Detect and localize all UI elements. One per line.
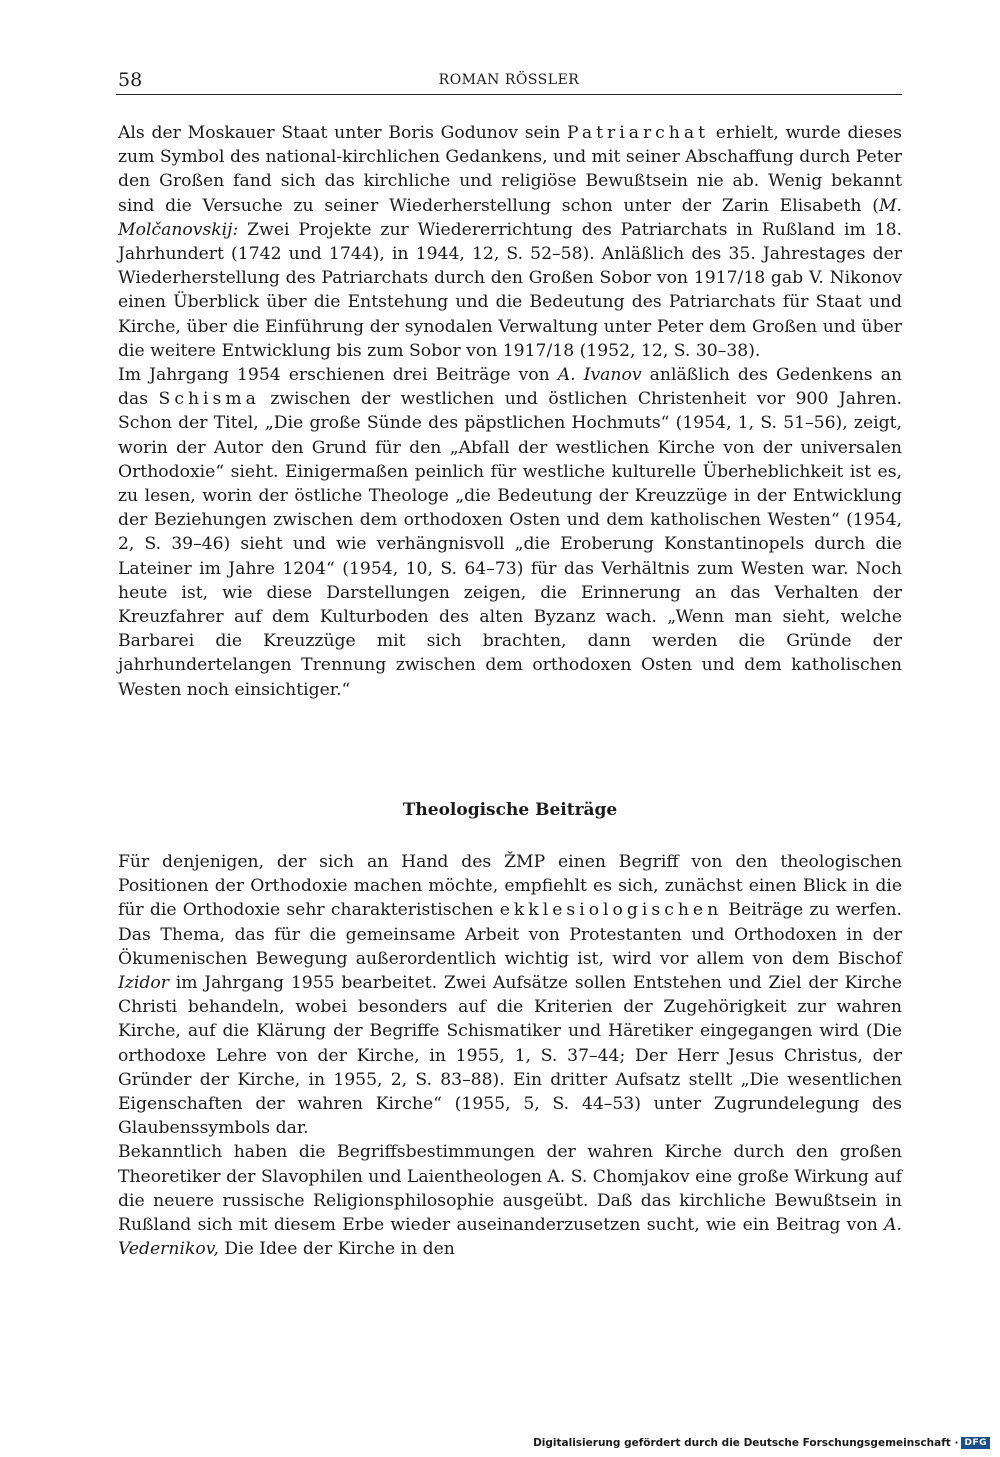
text-run: Zwei Projekte zur Wiedererrichtung des Patriarchats in Rußland im 18. Jahrhundert (1742 und 1744), in 1944, 12, S. 52–58). Anläßlich des 35. Jahrestages der Wiederherstellung des Patriarchats durch den Großen Sobor von 1917/18 gab V. Nikonov einen Überblick über die Entstehung und die Bedeutung des Patriarchats für Staat und Kirche, über die Einführung der synodalen Verwaltung unter Peter dem Großen und über die weitere Entwicklung bis zum Sobor von 1917/18 (1952, 12, S. 30–38). [118,219,902,361]
author-name: Izidor [118,973,169,994]
section-heading: Theologische Beiträge [402,800,618,820]
text-run: zwischen der westlichen und östlichen Christenheit vor 900 Jahren. Schon der Titel, „Die große Sünde des päpstlichen Hochmuts“ (1954, 1, S. 51–56), zeigt, worin der Autor den Grund für den „Abfall der westlichen Kirche von der universalen Orthodoxie“ sieht. Einigermaßen peinlich für westliche kulturelle Überheblichkeit ist es, zu lesen, worin der östliche Theologe „die Bedeutung der Kreuzzüge in der Entwicklung der Beziehungen zwischen dem orthodoxen Osten und dem katholischen Westen“ (1954, 2, S. 39–46) sieht und wie verhängnisvoll „die Eroberung Konstantinopels durch die Lateiner im Jahre 1204“ (1954, 10, S. 64–73) für das Verhältnis zum Westen war. Noch heute ist, wie diese Darstellungen zeigen, die Erinnerung an das Verhalten der Kreuzfahrer auf dem Kulturboden des alten Byzanz wach. „Wenn man sieht, welche Barbarei die Kreuzzüge mit sich brachten, dann werden die Gründe der jahrhundertelangen Trennung zwischen dem orthodoxen Osten und dem katholischen Westen noch einsichtiger.“ [118,389,902,700]
paragraph [118,850,902,1140]
text-run: anläßlich des Gedenkens an das [118,365,902,410]
spaced-term: Patriarchat [567,123,710,143]
text-run: Beiträge zu werfen. Das Thema, das für die gemeinsame Arbeit von Protestanten und Orthodoxen in der Ökumenischen Bewegung außerordentlich wichtig ist, wird vor allem von dem Bischof [118,900,902,969]
text-run: Die Idee der Kirche in den [218,1239,455,1260]
spaced-term: Schisma [158,389,260,410]
dfg-logo-icon: DFG [961,1437,990,1449]
page-header [116,66,902,95]
digitization-footer [533,1437,990,1449]
paragraph [118,1140,902,1261]
running-head: ROMAN RÖSSLER [438,72,580,88]
paragraph [118,363,902,702]
text-run: Bekanntlich haben die Begriffsbestimmungen der wahren Kirche durch den großen Theoretiker der Slavophilen und Laientheologen A. S. Chomjakov eine große Wirkung auf die neuere russische Religionsphilosophie ausgeübt. Daß das kirchliche Bewußtsein in Rußland sich mit diesem Erbe wieder auseinanderzusetzen sucht, wie ein Beitrag von [118,1142,902,1236]
spaced-term: ekklesiologischen [499,900,723,921]
footer-text: Digitalisierung gefördert durch die Deutsche Forschungsgemeinschaft · [533,1437,959,1449]
text-run: Für denjenigen, der sich an Hand des ŽMP einen Begriff von den theologischen Positionen der Orthodoxie machen möchte, empfiehlt es sich, zunächst einen Blick in die für die Orthodoxie sehr charakteristischen [118,852,902,921]
text-run: erhielt, wurde dieses zum Symbol des national-kirchlichen Gedankens, und mit seiner Abschaffung durch Peter den Großen fand sich das kirchliche und religiöse Bewußtsein nie ab. Wenig bekannt sind die Versuche zu seiner Wiederherstellung schon unter der Zarin Elisabeth ( [118,123,902,216]
section-2-text [118,850,902,1261]
section-1-text [118,121,902,702]
author-name: A. Ivanov [557,365,642,386]
text-run: Im Jahrgang 1954 erschienen drei Beiträge von [118,365,558,386]
text-run: Als der Moskauer Staat unter Boris Godunov sein [118,123,568,143]
author-name: A. Vedernikov, [118,1215,902,1260]
page-number: 58 [118,69,143,91]
author-name: M. Molčanovskij: [118,195,902,240]
text-run: im Jahrgang 1955 bearbeitet. Zwei Aufsätze sollen Entstehen und Ziel der Kirche Christi behandeln, wobei besonders auf die Kriterien der Zugehörigkeit zur wahren Kirche, auf die Klärung der Begriffe Schismatiker und Häretiker eingegangen wird (Die orthodoxe Lehre von der Kirche, in 1955, 1, S. 37–44; Der Herr Jesus Christus, der Gründer der Kirche, in 1955, 2, S. 83–88). Ein dritter Aufsatz stellt „Die wesentlichen Eigenschaften der wahren Kirche“ (1955, 5, S. 44–53) unter Zugrundelegung des Glaubenssymbols dar. [118,973,902,1139]
paragraph [118,121,902,363]
